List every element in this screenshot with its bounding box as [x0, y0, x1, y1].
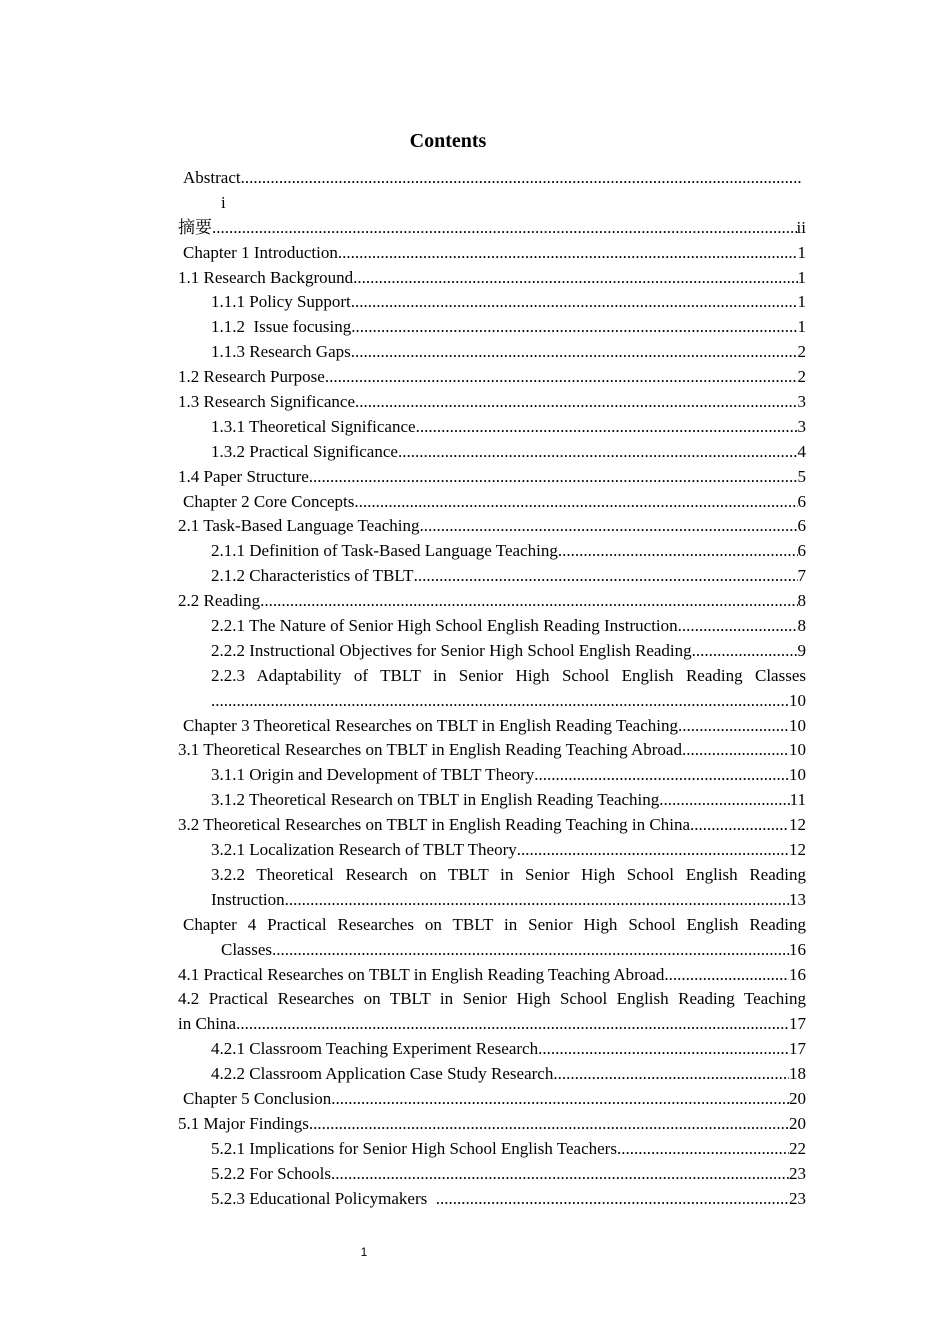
toc-entry-title: 4.2.1 Classroom Teaching Experiment Research: [211, 1039, 539, 1059]
toc-entry-page: 17: [789, 1014, 806, 1034]
toc-dot-leader: [260, 589, 797, 614]
toc-dot-leader: [236, 1012, 789, 1037]
toc-entry-title: 3.1.1 Origin and Development of TBLT Theory: [211, 765, 535, 785]
toc-entry-title: 3.2.2 Theoretical Research on TBLT in Senior High School English Reading: [211, 864, 806, 884]
toc-entry[interactable]: [178, 465, 806, 490]
toc-entry-title: 3.2 Theoretical Researches on TBLT in English Reading Teaching in China: [178, 815, 691, 835]
toc-entry-title: 1.1.1 Policy Support: [211, 292, 351, 312]
toc-entry-page: 1: [797, 292, 806, 312]
toc-entry-page: 23: [789, 1188, 806, 1208]
toc-entry[interactable]: [178, 987, 806, 1012]
toc-entry-page: 16: [789, 964, 806, 984]
toc-dot-leader: [690, 813, 789, 838]
toc-dot-leader: [678, 614, 798, 639]
toc-dot-leader: [678, 714, 789, 739]
toc-entry[interactable]: [178, 191, 806, 216]
toc-entry[interactable]: [178, 1112, 806, 1137]
toc-entry[interactable]: [178, 888, 806, 913]
toc-entry[interactable]: [178, 1187, 806, 1212]
toc-entry[interactable]: [178, 813, 806, 838]
toc-entry[interactable]: [178, 714, 806, 739]
toc-entry-title: Chapter 3 Theoretical Researches on TBLT in English Reading Teaching: [183, 715, 679, 735]
toc-entry-page: ii: [796, 217, 806, 237]
toc-dot-leader: [553, 1062, 789, 1087]
toc-dot-leader: [617, 1137, 789, 1162]
toc-dot-leader: [351, 340, 798, 365]
toc-entry-page: 22: [789, 1138, 806, 1158]
toc-entry[interactable]: [178, 963, 806, 988]
toc-dot-leader: [517, 838, 789, 863]
toc-entry-page: i: [221, 192, 226, 212]
toc-entry[interactable]: [178, 315, 806, 340]
toc-dot-leader: [331, 1162, 789, 1187]
toc-dot-leader: [558, 539, 798, 564]
toc-dot-leader: [355, 390, 797, 415]
toc-entry-title: 3.1.2 Theoretical Research on TBLT in English Reading Teaching: [211, 790, 660, 810]
toc-entry-title: 3.1 Theoretical Researches on TBLT in English Reading Teaching Abroad: [178, 740, 682, 760]
toc-entry[interactable]: [178, 290, 806, 315]
toc-entry-title: Abstract: [183, 168, 241, 187]
toc-dot-leader: [331, 1087, 789, 1112]
toc-entry-title: 1.1 Research Background: [178, 267, 354, 287]
toc-entry-page: 1: [797, 317, 806, 337]
toc-dot-leader: [354, 490, 797, 515]
toc-entry-title: 1.4 Paper Structure: [178, 466, 309, 486]
toc-entry[interactable]: [178, 639, 806, 664]
toc-entry-page: 9: [797, 640, 806, 660]
toc-entry-title: 5.2.3 Educational Policymakers: [211, 1188, 436, 1208]
page-title: Contents: [409, 130, 487, 152]
toc-dot-leader: [241, 166, 802, 191]
table-of-contents: [178, 166, 806, 1211]
toc-entry-title: 5.2.2 For Schools: [211, 1163, 331, 1183]
toc-dot-leader: [272, 938, 789, 963]
toc-dot-leader: [534, 763, 789, 788]
toc-entry-title: 4.2.2 Classroom Application Case Study Research: [211, 1064, 554, 1084]
toc-dot-leader: [420, 514, 798, 539]
toc-entry-page: 10: [789, 690, 806, 710]
toc-entry-title: 1.3 Research Significance: [178, 392, 356, 412]
toc-entry[interactable]: [178, 1162, 806, 1187]
toc-entry-page: 20: [789, 1113, 806, 1133]
toc-entry-page: 17: [789, 1039, 806, 1059]
toc-entry-title: 1.1.2 Issue focusing: [211, 317, 352, 337]
toc-entry-title: 2.1.2 Characteristics of TBLT: [211, 566, 414, 586]
toc-entry-page: 20: [789, 1088, 806, 1108]
toc-entry[interactable]: [178, 738, 806, 763]
toc-dot-leader: [664, 963, 789, 988]
toc-entry-title: 4.2 Practical Researches on TBLT in Senior High School English Reading Teaching: [178, 989, 806, 1009]
toc-entry-page: 2: [797, 342, 806, 362]
toc-entry[interactable]: [178, 490, 806, 515]
toc-dot-leader: [351, 315, 797, 340]
toc-entry-title: Chapter 4 Practical Researches on TBLT in Senior High School English Reading: [183, 914, 806, 934]
toc-dot-leader: [338, 241, 798, 266]
toc-entry-title: 2.2 Reading: [178, 591, 261, 611]
toc-entry[interactable]: [178, 1062, 806, 1087]
toc-entry-page: 8: [797, 591, 806, 611]
toc-entry[interactable]: [178, 415, 806, 440]
toc-entry-title: 1.1.3 Research Gaps: [211, 342, 351, 362]
toc-entry[interactable]: [178, 1087, 806, 1112]
toc-entry-page: 1: [797, 242, 806, 262]
toc-entry-title: 4.1 Practical Researches on TBLT in English Reading Teaching Abroad: [178, 964, 665, 984]
toc-dot-leader: [325, 365, 798, 390]
toc-entry[interactable]: [178, 913, 806, 938]
toc-entry-title: 5.2.1 Implications for Senior High School English Teachers: [211, 1138, 617, 1158]
toc-entry[interactable]: [178, 689, 806, 714]
toc-entry-title: Chapter 2 Core Concepts: [183, 491, 355, 511]
toc-dot-leader: [353, 266, 797, 291]
toc-dot-leader: [309, 1112, 789, 1137]
toc-dot-leader: [309, 465, 798, 490]
toc-entry[interactable]: [178, 1037, 806, 1062]
toc-entry-page: 2: [797, 367, 806, 387]
toc-entry[interactable]: [178, 564, 806, 589]
toc-dot-leader: [692, 639, 798, 664]
page-number: 1: [360, 1245, 368, 1259]
toc-entry-title: Chapter 5 Conclusion: [183, 1088, 332, 1108]
toc-entry-page: 1: [797, 267, 806, 287]
toc-entry-page: 8: [797, 616, 806, 636]
toc-dot-leader: [211, 689, 789, 714]
toc-entry-page: 3: [797, 392, 806, 412]
toc-entry-page: 6: [797, 491, 806, 511]
toc-entry-page: 4: [797, 441, 806, 461]
toc-entry[interactable]: [178, 763, 806, 788]
toc-entry-page: 6: [797, 516, 806, 536]
toc-entry[interactable]: [178, 589, 806, 614]
toc-entry-page: 10: [789, 765, 806, 785]
toc-entry-page: 13: [789, 889, 806, 909]
toc-entry[interactable]: [178, 614, 806, 639]
toc-entry-title: 2.2.2 Instructional Objectives for Senior High School English Reading: [211, 640, 692, 660]
toc-dot-leader: [398, 440, 798, 465]
toc-dot-leader: [436, 1187, 789, 1212]
toc-entry[interactable]: [178, 838, 806, 863]
toc-dot-leader: [351, 290, 798, 315]
toc-entry-page: 5: [797, 466, 806, 486]
toc-dot-leader: [285, 888, 789, 913]
toc-entry-page: 7: [797, 566, 806, 586]
toc-entry-page: 12: [789, 840, 806, 860]
toc-entry-title: 1.3.2 Practical Significance: [211, 441, 398, 461]
toc-dot-leader: [416, 415, 798, 440]
toc-dot-leader: [659, 788, 789, 813]
toc-entry[interactable]: [178, 266, 806, 291]
toc-entry[interactable]: [178, 241, 806, 266]
toc-entry[interactable]: [178, 390, 806, 415]
toc-dot-leader: [682, 738, 789, 763]
toc-entry-page: 3: [797, 416, 806, 436]
toc-entry-title: 2.1.1 Definition of Task-Based Language Teaching: [211, 541, 558, 561]
toc-entry-title: in China: [178, 1014, 237, 1034]
toc-dot-leader: [212, 216, 797, 241]
toc-entry-title: 2.2.1 The Nature of Senior High School English Reading Instruction: [211, 616, 678, 636]
toc-entry[interactable]: [178, 863, 806, 888]
toc-entry-title: Chapter 1 Introduction: [183, 242, 338, 262]
toc-entry-title: 1.3.1 Theoretical Significance: [211, 416, 416, 436]
toc-entry-title: 3.2.1 Localization Research of TBLT Theory: [211, 840, 517, 860]
toc-entry[interactable]: [178, 216, 806, 241]
toc-entry-page: 10: [789, 715, 806, 735]
toc-entry[interactable]: [178, 788, 806, 813]
toc-dot-leader: [538, 1037, 789, 1062]
toc-entry-title: Classes: [221, 939, 272, 959]
toc-entry-title: 2.2.3 Adaptability of TBLT in Senior High School English Reading Classes: [211, 665, 806, 685]
toc-entry-page: 11: [789, 790, 806, 810]
toc-entry[interactable]: [178, 514, 806, 539]
toc-dot-leader: [414, 564, 798, 589]
toc-entry[interactable]: [178, 938, 806, 963]
toc-entry[interactable]: [178, 1137, 806, 1162]
toc-entry-page: 6: [797, 541, 806, 561]
toc-entry-title: 2.1 Task-Based Language Teaching: [178, 516, 420, 536]
toc-entry-page: 10: [789, 740, 806, 760]
toc-entry-title: 5.1 Major Findings: [178, 1113, 309, 1133]
toc-entry-title: Instruction: [211, 889, 285, 909]
toc-entry-page: 18: [789, 1064, 806, 1084]
toc-entry[interactable]: [178, 340, 806, 365]
toc-entry[interactable]: [178, 166, 806, 191]
toc-entry[interactable]: [178, 664, 806, 689]
toc-entry[interactable]: [178, 365, 806, 390]
toc-entry[interactable]: [178, 539, 806, 564]
toc-entry-title: 1.2 Research Purpose: [178, 367, 325, 387]
toc-entry-page: 16: [789, 939, 806, 959]
toc-entry[interactable]: [178, 440, 806, 465]
toc-entry-title: 摘要: [178, 217, 212, 237]
toc-entry[interactable]: [178, 1012, 806, 1037]
toc-entry-page: 12: [789, 815, 806, 835]
toc-entry-page: 23: [789, 1163, 806, 1183]
